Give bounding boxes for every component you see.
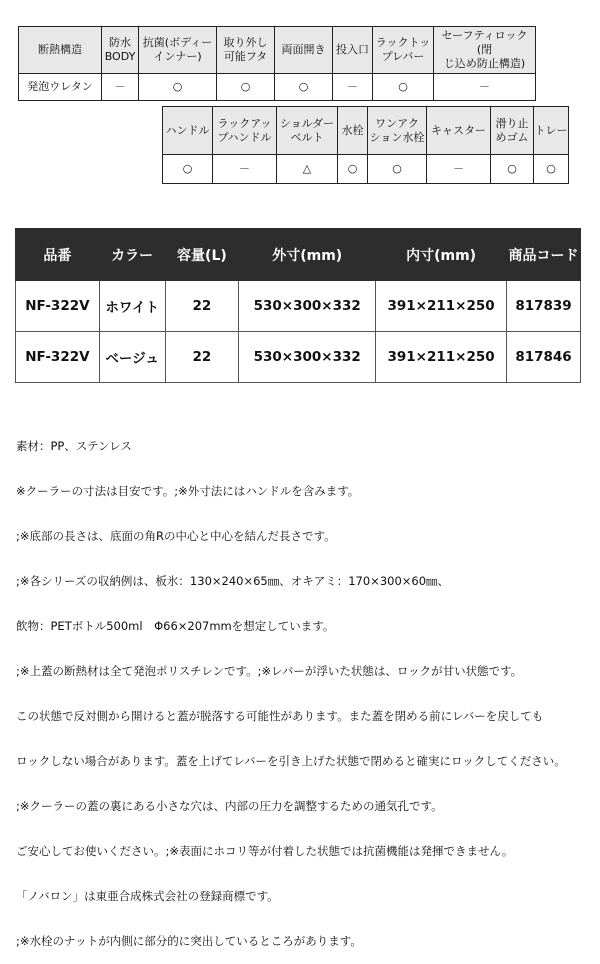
product-table: [15, 228, 581, 383]
header-double-open: 両面開き: [275, 27, 333, 74]
cell-outer-dimensions: 530×300×332: [239, 332, 376, 383]
value-rack-top-lever: ○: [373, 74, 434, 101]
value-double-open: ○: [275, 74, 333, 101]
header-tray: トレー: [534, 107, 569, 155]
header-capacity: 容量(L): [165, 229, 239, 281]
value-waterproof-body: －: [102, 74, 139, 101]
note-line: ;※底部の長さは、底面の角Rの中心と中心を結んだ長さです。: [16, 529, 336, 543]
header-color: カラー: [99, 229, 165, 281]
header-removable-lid: 取り外し 可能フタ: [217, 27, 275, 74]
value-tray: ○: [534, 155, 569, 184]
table-row: [16, 332, 581, 383]
header-inner-dimensions: 内寸(mm): [376, 229, 507, 281]
value-non-slip-rubber: ○: [491, 155, 534, 184]
header-faucet: 水栓: [338, 107, 368, 155]
note-line: この状態で反対側から開けると蓋が脱落する可能性があります。また蓋を閉める前にレバーを戻しても: [16, 709, 544, 723]
features-table-1: [18, 26, 536, 101]
table-row: [16, 281, 581, 332]
header-non-slip-rubber: 滑り止 めゴム: [491, 107, 534, 155]
notes: [16, 409, 590, 964]
note-line: ;※クーラーの蓋の裏にある小さな穴は、内部の圧力を調整するための通気孔です。: [16, 799, 443, 813]
note-line: 「ノバロン」は東亜合成株式会社の登録商標です。: [16, 889, 279, 903]
value-faucet: ○: [338, 155, 368, 184]
value-antibacterial: ○: [139, 74, 217, 101]
header-inlet: 投入口: [333, 27, 373, 74]
header-antibacterial: 抗菌(ボディー インナー): [139, 27, 217, 74]
header-shoulder-belt: ショルダー ベルト: [277, 107, 338, 155]
cell-outer-dimensions: 530×300×332: [239, 281, 376, 332]
note-line: ご安心してお使いください。;※表面にホコリ等が付着した状態では抗菌機能は発揮できません。: [16, 844, 514, 858]
value-handle: ○: [163, 155, 213, 184]
cell-inner-dimensions: 391×211×250: [376, 281, 507, 332]
value-inlet: －: [333, 74, 373, 101]
cell-product-code: 817839: [507, 281, 581, 332]
header-rack-up-handle: ラックアッ プハンドル: [213, 107, 277, 155]
note-line: 飲物：PETボトル500ml Φ66×207mmを想定しています。: [16, 619, 335, 633]
note-line: ;※上蓋の断熱材は全て発泡ポリスチレンです。;※レバーが浮いた状態は、ロックが甘い状態です。: [16, 664, 523, 678]
header-product-code: 商品コード: [507, 229, 581, 281]
cell-inner-dimensions: 391×211×250: [376, 332, 507, 383]
header-caster: キャスター: [427, 107, 491, 155]
value-one-action-faucet: ○: [368, 155, 427, 184]
cell-part-number: NF-322V: [16, 281, 100, 332]
value-safety-lock: －: [434, 74, 536, 101]
cell-capacity: 22: [165, 332, 239, 383]
note-line: ※クーラーの寸法は目安です。;※外寸法にはハンドルを含みます。: [16, 484, 360, 498]
header-one-action-faucet: ワンアク ション水栓: [368, 107, 427, 155]
note-line: ;※各シリーズの収納例は、板氷：130×240×65㎜、オキアミ：170×300×60㎜、: [16, 574, 450, 588]
value-insulation: 発泡ウレタン: [19, 74, 102, 101]
value-shoulder-belt: △: [277, 155, 338, 184]
header-handle: ハンドル: [163, 107, 213, 155]
header-outer-dimensions: 外寸(mm): [239, 229, 376, 281]
cell-color: ベージュ: [99, 332, 165, 383]
header-insulation: 断熱構造: [19, 27, 102, 74]
cell-capacity: 22: [165, 281, 239, 332]
header-waterproof-body: 防水 BODY: [102, 27, 139, 74]
header-part-number: 品番: [16, 229, 100, 281]
cell-product-code: 817846: [507, 332, 581, 383]
value-caster: －: [427, 155, 491, 184]
cell-part-number: NF-322V: [16, 332, 100, 383]
value-removable-lid: ○: [217, 74, 275, 101]
note-line: ロックしない場合があります。蓋を上げてレバーを引き上げた状態で閉めると確実にロックしてください。: [16, 754, 566, 768]
header-rack-top-lever: ラックトッ プレバー: [373, 27, 434, 74]
header-safety-lock: セーフティロック(閉 じ込め防止構造): [434, 27, 536, 74]
cell-color: ホワイト: [99, 281, 165, 332]
note-line: ;※水栓のナットが内側に部分的に突出しているところがあります。: [16, 934, 362, 948]
value-rack-up-handle: －: [213, 155, 277, 184]
features-table-2: [162, 106, 569, 184]
note-line: 素材：PP、ステンレス: [16, 439, 132, 453]
